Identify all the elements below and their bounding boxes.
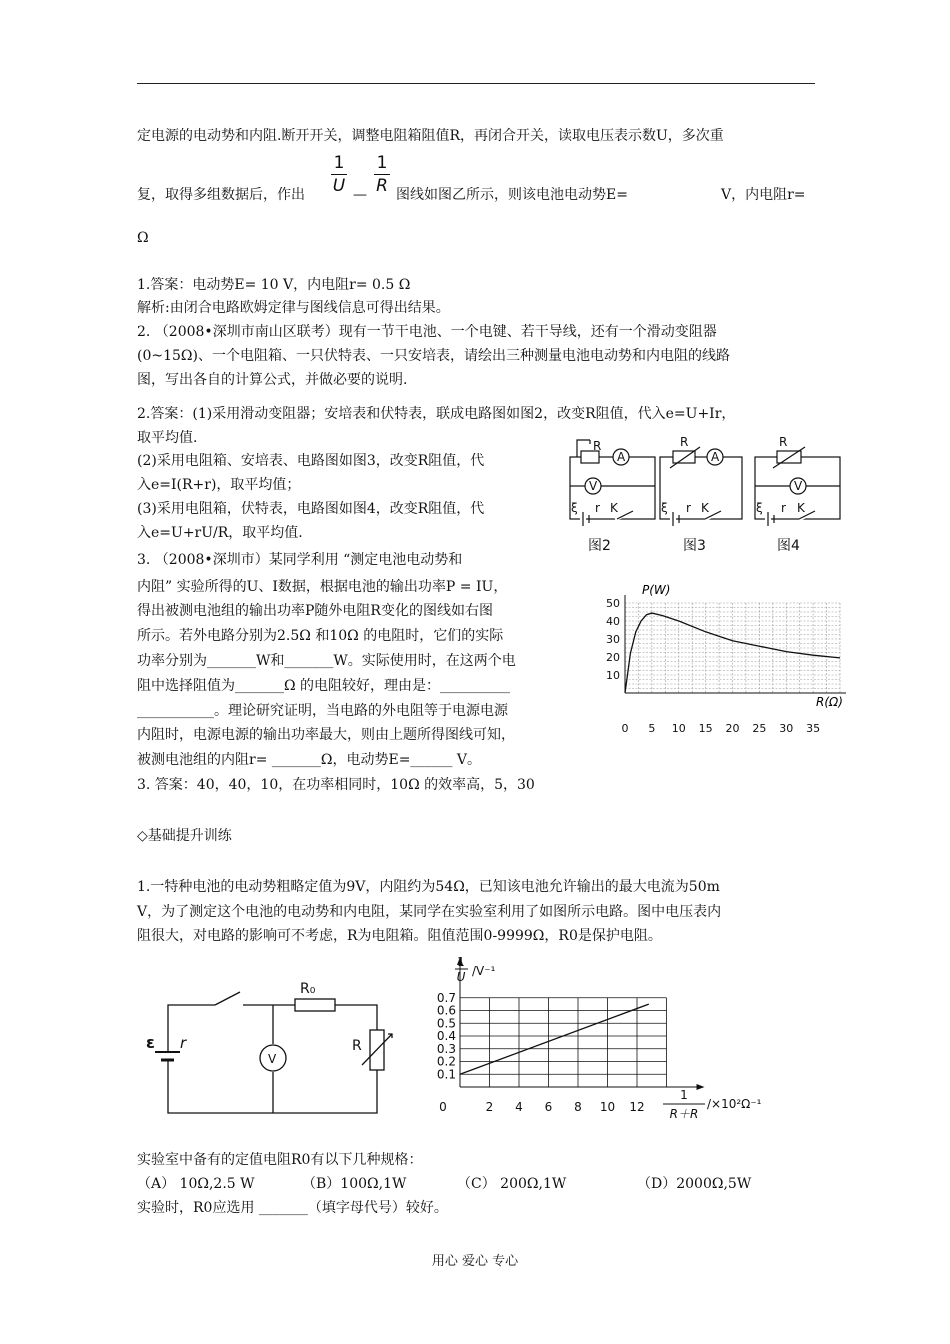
- fig2-xi-label: ξ: [571, 501, 578, 515]
- y-tick-label: 30: [606, 633, 620, 646]
- question-3: 得出被测电池组的输出功率P随外电阻R变化的图线如右图: [137, 603, 493, 619]
- answer-3: 3. 答案：40，40，10，在功率相同时，10Ω 的效率高，5，30: [137, 777, 535, 793]
- text-line: V，内电阻r=: [721, 187, 806, 203]
- x-tick-label: 10: [671, 722, 686, 735]
- question-3: 被测电池组的内阻r= _______Ω，电动势E=______ V。: [137, 752, 481, 768]
- fig3-r-label: r: [686, 501, 691, 515]
- y-frac-num: 1: [457, 955, 465, 969]
- analysis-1: 解析:由闭合电路欧姆定律与图线信息可得出结果。: [137, 300, 450, 316]
- y-tick-label: 0.1: [436, 1067, 456, 1082]
- answer-2: 取平均值.: [137, 430, 198, 446]
- answer-2: 2.答案：(1)采用滑动变阻器；安培表和伏特表，联成电路图如图2，改变R阻值，代入e=U+Ir，: [137, 406, 736, 422]
- fig2-caption: 图2: [588, 538, 611, 554]
- r-label: r: [180, 1034, 187, 1052]
- x-tick-label: 10: [599, 1100, 616, 1114]
- fig4-caption: 图4: [777, 538, 800, 554]
- y-tick-label: 0.6: [436, 1003, 456, 1018]
- fig2-r-label: r: [595, 501, 600, 515]
- basic-question-1: V，为了测定这个电池的电动势和内电阻，某同学在实验室利用了如图所示电路。图中电压表内: [137, 904, 722, 920]
- header-rule: [137, 83, 815, 84]
- x-tick-label: 20: [725, 722, 740, 735]
- question-3: ___________。理论研究证明，当电路的外电阻等于电源电源: [137, 703, 508, 719]
- x-tick-label: 6: [544, 1100, 553, 1114]
- answer-1: 1.答案：电动势E= 10 V，内电阻r= 0.5 Ω: [137, 277, 411, 293]
- y-tick-label: 40: [606, 615, 620, 628]
- y-tick-label: 0.7: [436, 990, 456, 1005]
- fig3-xi-label: ξ: [661, 501, 668, 515]
- question-3: 内阻” 实验所得的U、I数据，根据电池的输出功率P = IU，: [137, 579, 508, 595]
- fig3-A-label: A: [711, 450, 720, 464]
- option-d: （D）2000Ω,5W: [637, 1176, 752, 1192]
- y-tick-label: 10: [606, 669, 620, 682]
- question-3: 功率分别为_______W和_______W。实际使用时，在这两个电: [137, 653, 516, 669]
- answer-2: (2)采用电阻箱、安培表、电路图如图3，改变R阻值，代: [137, 453, 485, 469]
- fig2-V-label: V: [589, 479, 598, 493]
- x-axis-arrow: [697, 1084, 705, 1090]
- text-line: 实验室中备有的定值电阻R0有以下几种规格：: [137, 1152, 423, 1168]
- question-3: 内阻时，电源电源的输出功率最大，则由上题所得图线可知，: [137, 727, 515, 743]
- fig4-r-label: r: [781, 501, 786, 515]
- dash: —: [353, 187, 367, 203]
- r-axis-label: R(Ω): [816, 695, 843, 709]
- fraction-1-over-U: 1 U: [332, 153, 346, 196]
- answer-2: 入e=I(R+r)，取平均值；: [137, 477, 301, 493]
- voltmeter-label: V: [268, 1052, 277, 1066]
- x-tick-label: 0: [439, 1100, 447, 1114]
- page-footer: 用心 爱心 专心: [431, 1254, 519, 1269]
- question-3: 3. （2008•深圳市）某同学利用 “测定电池电动势和: [137, 552, 463, 568]
- fit-line: [460, 1004, 649, 1074]
- question-2: 2. （2008•深圳市南山区联考）现有一节干电池、一个电键、若干导线，还有一个滑动变阻器: [137, 324, 717, 340]
- x-tick-label: 4: [515, 1100, 523, 1114]
- reciprocal-voltage-chart: [420, 955, 800, 1135]
- power-vs-resistance-chart: [600, 578, 850, 743]
- fig4-xi-label: ξ: [756, 501, 763, 515]
- x-tick-label: 12: [629, 1100, 645, 1114]
- y-tick-label: 20: [606, 651, 620, 664]
- x-tick-label: 25: [752, 722, 767, 735]
- p-axis-label: P(W): [642, 583, 671, 597]
- fig2-K-label: K: [610, 501, 618, 515]
- x-axis-unit: /×10²Ω⁻¹: [707, 1097, 762, 1111]
- basic-question-1: 阻很大，对电路的影响可不考虑，R为电阻箱。阻值范围0-9999Ω，R0是保护电阻。: [137, 928, 662, 944]
- x-tick-label: 2: [485, 1100, 494, 1114]
- y-tick-label: 0.4: [436, 1029, 456, 1043]
- y-tick-label: 50: [606, 597, 620, 610]
- x-tick-label: 35: [806, 722, 821, 735]
- text-line: 复，取得多组数据后，作出: [137, 187, 305, 203]
- fig4-K-label: K: [797, 501, 805, 515]
- answer-2: 入e=U+rU/R，取平均值.: [137, 525, 303, 541]
- fig4-R-label: R: [779, 435, 788, 449]
- text-line: 图线如图乙所示，则该电池电动势E=: [396, 187, 628, 203]
- y-tick-label: 0.5: [436, 1016, 456, 1031]
- text-line: 定电源的电动势和内阻.断开开关，调整电阻箱阻值R，再闭合开关，读取电压表示数U，多次重: [137, 128, 724, 144]
- option-c: （C） 200Ω,1W: [457, 1176, 567, 1192]
- answer-2: (3)采用电阻箱，伏特表，电路图如图4，改变R阻值，代: [137, 501, 485, 517]
- x-tick-label: 15: [698, 722, 713, 735]
- fig4-V-label: V: [794, 479, 803, 493]
- question-3: 所示。若外电路分别为2.5Ω 和10Ω 的电阻时，它们的实际: [137, 628, 504, 644]
- x-tick-label: 8: [574, 1100, 582, 1114]
- fig3-caption: 图3: [683, 538, 706, 554]
- section-heading: ◇基础提升训练: [137, 828, 232, 844]
- option-b: （B）100Ω,1W: [302, 1176, 407, 1192]
- resistor-box-label: R: [352, 1038, 362, 1054]
- fraction-1-over-R: 1 R: [374, 153, 390, 196]
- x-tick-label: 30: [779, 722, 794, 735]
- fig3-R-label: R: [680, 435, 689, 449]
- measurement-circuit: [140, 980, 400, 1120]
- x-tick-label: 0: [621, 722, 629, 735]
- circuit-figures-2-3-4: [555, 432, 845, 560]
- y-axis-unit: /V⁻¹: [472, 964, 496, 978]
- fig2-R-label: R: [593, 439, 602, 453]
- text-line: 实验时，R0应选用 _______（填字母代号）较好。: [137, 1200, 448, 1216]
- text-line: Ω: [137, 230, 149, 246]
- emf-label: ε: [146, 1033, 155, 1052]
- question-3: 阻中选择阻值为_______Ω 的电阻较好，理由是：__________: [137, 678, 511, 694]
- x-frac-num: 1: [680, 1088, 688, 1102]
- basic-question-1: 1.一特种电池的电动势粗略定值为9V，内阻约为54Ω，已知该电池允许输出的最大电流为50m: [137, 879, 720, 895]
- r0-label: R₀: [300, 981, 316, 997]
- x-tick-label: 5: [648, 722, 656, 735]
- fig3-K-label: K: [701, 501, 709, 515]
- y-tick-label: 0.3: [436, 1041, 456, 1056]
- y-tick-label: 0.2: [436, 1054, 456, 1069]
- option-a: （A） 10Ω,2.5 W: [137, 1176, 255, 1192]
- y-frac-den: U: [456, 970, 466, 984]
- x-frac-den: R＋R: [669, 1107, 699, 1121]
- fig2-A-label: A: [617, 450, 626, 464]
- question-2: 图，写出各自的计算公式，并做必要的说明.: [137, 372, 408, 388]
- question-2: (0~15Ω)、一个电阻箱、一只伏特表、一只安培表，请绘出三种测量电池电动势和内电阻的线路: [137, 348, 730, 364]
